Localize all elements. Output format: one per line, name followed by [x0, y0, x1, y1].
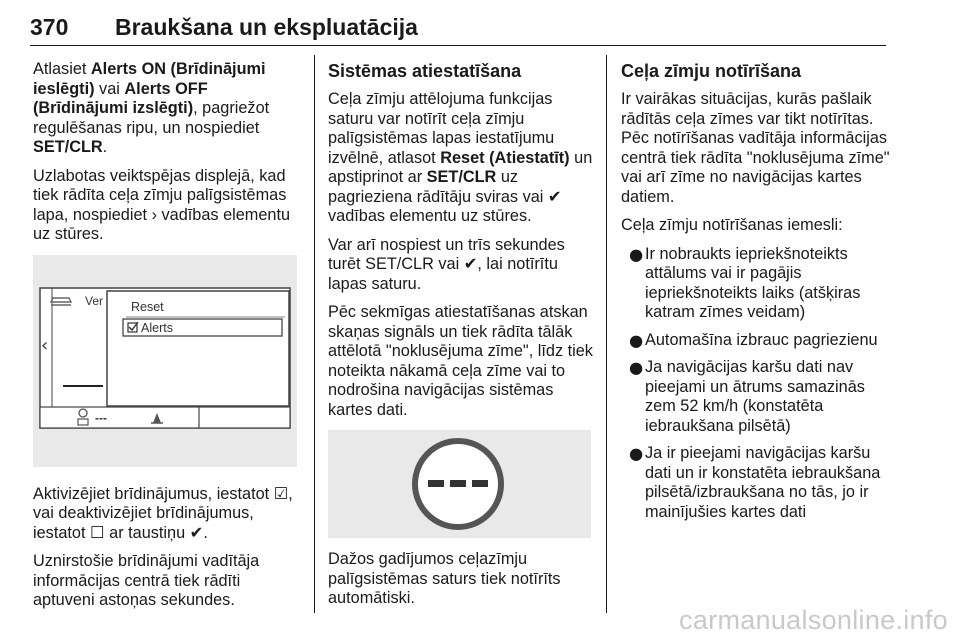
list-item: ● Ir nobraukts iepriekšnoteikts attālums vai ir pagājis iepriekšnoteikts laiks (atšķiras katram zīmes veidam) [629, 244, 861, 321]
paragraph-select-alerts: Atlasiet Alerts ON (Brīdinājumi ieslēgti) vai Alerts OFF (Brīdinājumi izslēgti), pagriežot regulēšanas ripu, un nospiediet SET/CLR. [33, 60, 270, 156]
bullet-icon: ● [629, 330, 644, 350]
bullet-icon: ● [629, 244, 644, 264]
menu-reset: Reset [131, 299, 164, 314]
page-number: 370 [30, 14, 69, 40]
menu-alerts: Alerts [141, 320, 173, 335]
column-1 [33, 60, 301, 620]
list-item: ● Ja ir pieejami navigācijas karšu dati un ir konstatēta iebraukšana pilsētā/izbraukšana no tās, jo ir mainījušies kartes dati [629, 444, 881, 521]
column-3 [621, 60, 891, 530]
status-dashes: --- [95, 410, 107, 425]
paragraph-activate-alerts: Aktivizējiet brīdinājumus, iestatot ☑, vai deaktivizējiet brīdinājumus, iestatot ☐ ar taustiņu ✔. [33, 484, 293, 542]
bullet-icon: ● [629, 358, 644, 377]
column-divider-1 [314, 55, 315, 613]
paragraph-popup-alerts: Uznirstošie brīdinājumi vadītāja informācijas centrā tiek rādīti aptuveni astoņas sekundes. [33, 552, 260, 609]
column-2 [328, 60, 598, 618]
bullet-icon: ● [629, 444, 644, 463]
default-sign-figure [328, 430, 591, 538]
section-heading-clearing: Ceļa zīmju notīrīšana [621, 61, 802, 81]
left-chevron-icon: ‹ [41, 334, 49, 356]
watermark: carmanualsonline.info [679, 605, 948, 635]
paragraph-clearing-intro: Ir vairākas situācijas, kurās pašlaik rādītās ceļa zīmes var tikt notīrītas. Pēc notīrīšanas vadītāja informācijas centrā tiek rādīta "noklusējuma zīme" vai arī zīme no navigācijas kartes datiem. [621, 90, 890, 206]
paragraph-auto-clear: Dažos gadījumos ceļazīmju palīgsistēmas saturs tiek notīrīts automātiski. [328, 550, 561, 607]
paragraph-clearing-reasons: Ceļa zīmju notīrīšanas iemesli: [621, 216, 843, 234]
default-sign-icon [328, 430, 591, 538]
paragraph-upgrade-display: Uzlabotas veiktspējas displejā, kad tiek rādīta ceļa zīmju palīgsistēmas lapa, nospiediet › vadības elementu uz stūres. [33, 166, 291, 243]
clearing-reasons-list [621, 245, 891, 523]
paragraph-hold-to-clear: Var arī nospiest un trīs sekundes turēt SET/CLR vai ✔, lai notīrītu lapas saturu. [328, 235, 565, 293]
display-screen-figure [33, 255, 297, 467]
list-item: ● Ja navigācijas karšu dati nav pieejami un ātrums samazinās zem 52 km/h (konstatēta iebraukšana pilsētā) [629, 358, 865, 435]
column-divider-2 [606, 55, 607, 613]
list-item: ● Automašīna izbrauc pagriezienu [629, 330, 878, 350]
paragraph-default-sign: Pēc sekmīgas atiestatīšanas atskan skaņas signāls un tiek rādīta tālāk attēlotā "noklusējuma zīme", līdz tiek noteikta nākamā ceļa zīme vai to nodrošina navigācijas sistēmas kartes dati. [328, 303, 593, 419]
section-heading-reset: Sistēmas atiestatīšana [328, 61, 522, 81]
page-title: Braukšana un ekspluatācija [115, 14, 418, 40]
paragraph-reset-instructions: Ceļa zīmju attēlojuma funkcijas saturu var notīrīt ceļa zīmju palīgsistēmas lapas iestatījumu izvēlnē, atlasot Reset (Atiestatīt) un apstiprinot ar SET/CLR uz pagrieziena rādītāju sviras vai ✔ vadības elementu uz stūres. [328, 90, 593, 225]
page-header [30, 6, 886, 46]
display-screen-illustration [33, 255, 297, 467]
tab-text: Ver [85, 293, 104, 308]
